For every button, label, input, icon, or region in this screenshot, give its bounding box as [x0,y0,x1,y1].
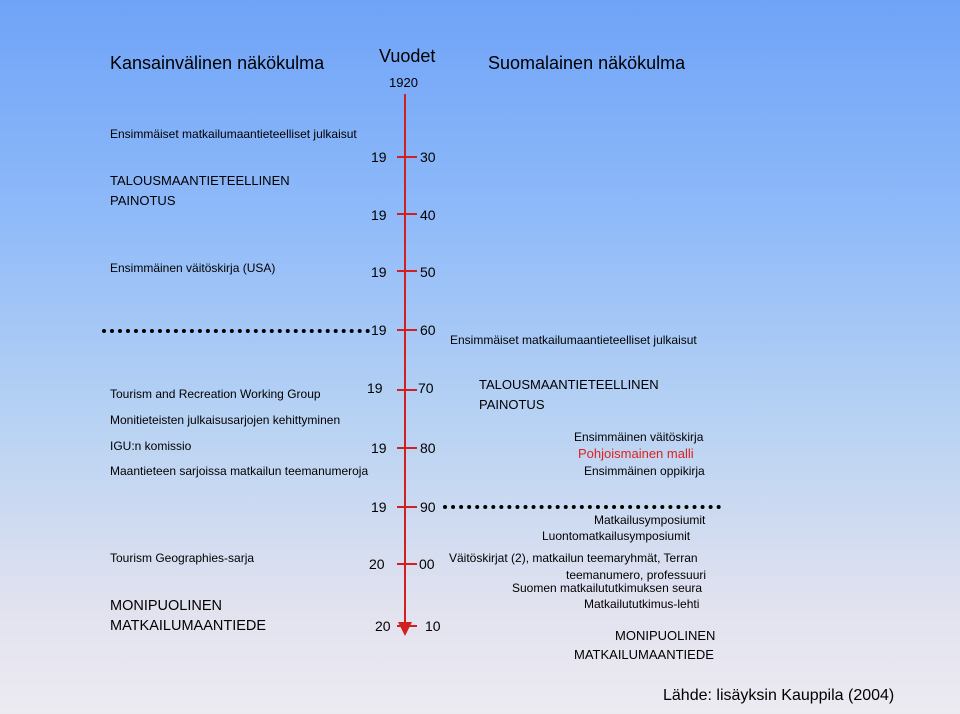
year-prefix-1980: 19 [371,440,387,456]
intl-working-group: Tourism and Recreation Working Group [110,387,321,401]
fin-diverse-line2: MATKAILUMAANTIEDE [574,647,714,662]
year-suffix-1980: 80 [420,440,436,456]
year-prefix-1970: 19 [367,380,383,396]
intl-econ-emphasis-line2: PAINOTUS [110,193,176,208]
fin-diverse-line1: MONIPUOLINEN [615,628,716,643]
year-prefix-1960: 19 [371,322,387,338]
year-suffix-1940: 40 [420,207,436,223]
timeline-axis [404,94,406,624]
fin-theses-line2: teemanumero, professuuri [566,568,707,582]
fin-first-textbook: Ensimmäinen oppikirja [584,464,705,478]
finnish-perspective-header: Suomalainen näkökulma [488,53,686,73]
tick-1930 [397,156,417,158]
year-suffix-1970: 70 [418,380,434,396]
year-suffix-2000: 00 [419,556,435,572]
tick-1960 [397,329,417,331]
fin-econ-emphasis-line2: PAINOTUS [479,397,545,412]
start-year-label: 1920 [389,75,418,90]
year-suffix-1960: 60 [420,322,436,338]
fin-research-journal: Matkailututkimus-lehti [584,597,700,611]
intl-tourism-geographies: Tourism Geographies-sarja [110,551,255,565]
year-prefix-1940: 19 [371,207,387,223]
intl-multidisciplinary-series: Monitieteisten julkaisusarjojen kehittyminen [110,413,341,427]
fin-research-society: Suomen matkailututkimuksen seura [512,581,703,595]
year-suffix-1930: 30 [420,149,436,165]
intl-igu-commission: IGU:n komissio [110,439,192,453]
intl-econ-emphasis-line1: TALOUSMAANTIETEELLINEN [110,173,290,188]
year-suffix-1950: 50 [420,264,436,280]
fin-first-thesis: Ensimmäinen väitöskirja [574,430,704,444]
fin-nature-tourism-symposiums: Luontomatkailusymposiumit [542,529,691,543]
tick-1940 [397,213,417,215]
intl-diverse-line2: MATKAILUMAANTIEDE [110,618,267,634]
dotted-separator-1990 [443,505,721,509]
international-perspective-header: Kansainvälinen näkökulma [110,53,325,73]
tick-1980 [397,447,417,449]
intl-first-thesis-usa: Ensimmäinen väitöskirja (USA) [110,261,276,275]
year-suffix-1990: 90 [420,499,436,515]
fin-theses-line1: Väitöskirjat (2), matkailun teemaryhmät, Terran [449,551,698,565]
fin-tourism-symposiums: Matkailusymposiumit [594,513,706,527]
tick-1990 [397,506,417,508]
year-suffix-2010: 10 [425,618,441,634]
year-prefix-1930: 19 [371,149,387,165]
intl-diverse-line1: MONIPUOLINEN [110,598,222,614]
year-prefix-1990: 19 [371,499,387,515]
fin-econ-emphasis-line1: TALOUSMAANTIETEELLINEN [479,377,659,392]
tick-2010 [397,625,417,627]
year-prefix-1950: 19 [371,264,387,280]
intl-theme-issues: Maantieteen sarjoissa matkailun teemanumeroja [110,464,369,478]
years-header: Vuodet [379,46,436,66]
source-citation: Lähde: lisäyksin Kauppila (2004) [663,687,895,704]
tick-2000 [397,563,417,565]
tick-1970 [397,389,417,391]
fin-first-publications: Ensimmäiset matkailumaantieteelliset julkaisut [450,333,697,347]
year-prefix-2000: 20 [369,556,385,572]
year-prefix-2010: 20 [375,618,391,634]
fin-nordic-model: Pohjoismainen malli [578,446,694,461]
dotted-separator-1960 [102,329,370,333]
tick-1950 [397,270,417,272]
intl-first-publications: Ensimmäiset matkailumaantieteelliset julkaisut [110,127,357,141]
